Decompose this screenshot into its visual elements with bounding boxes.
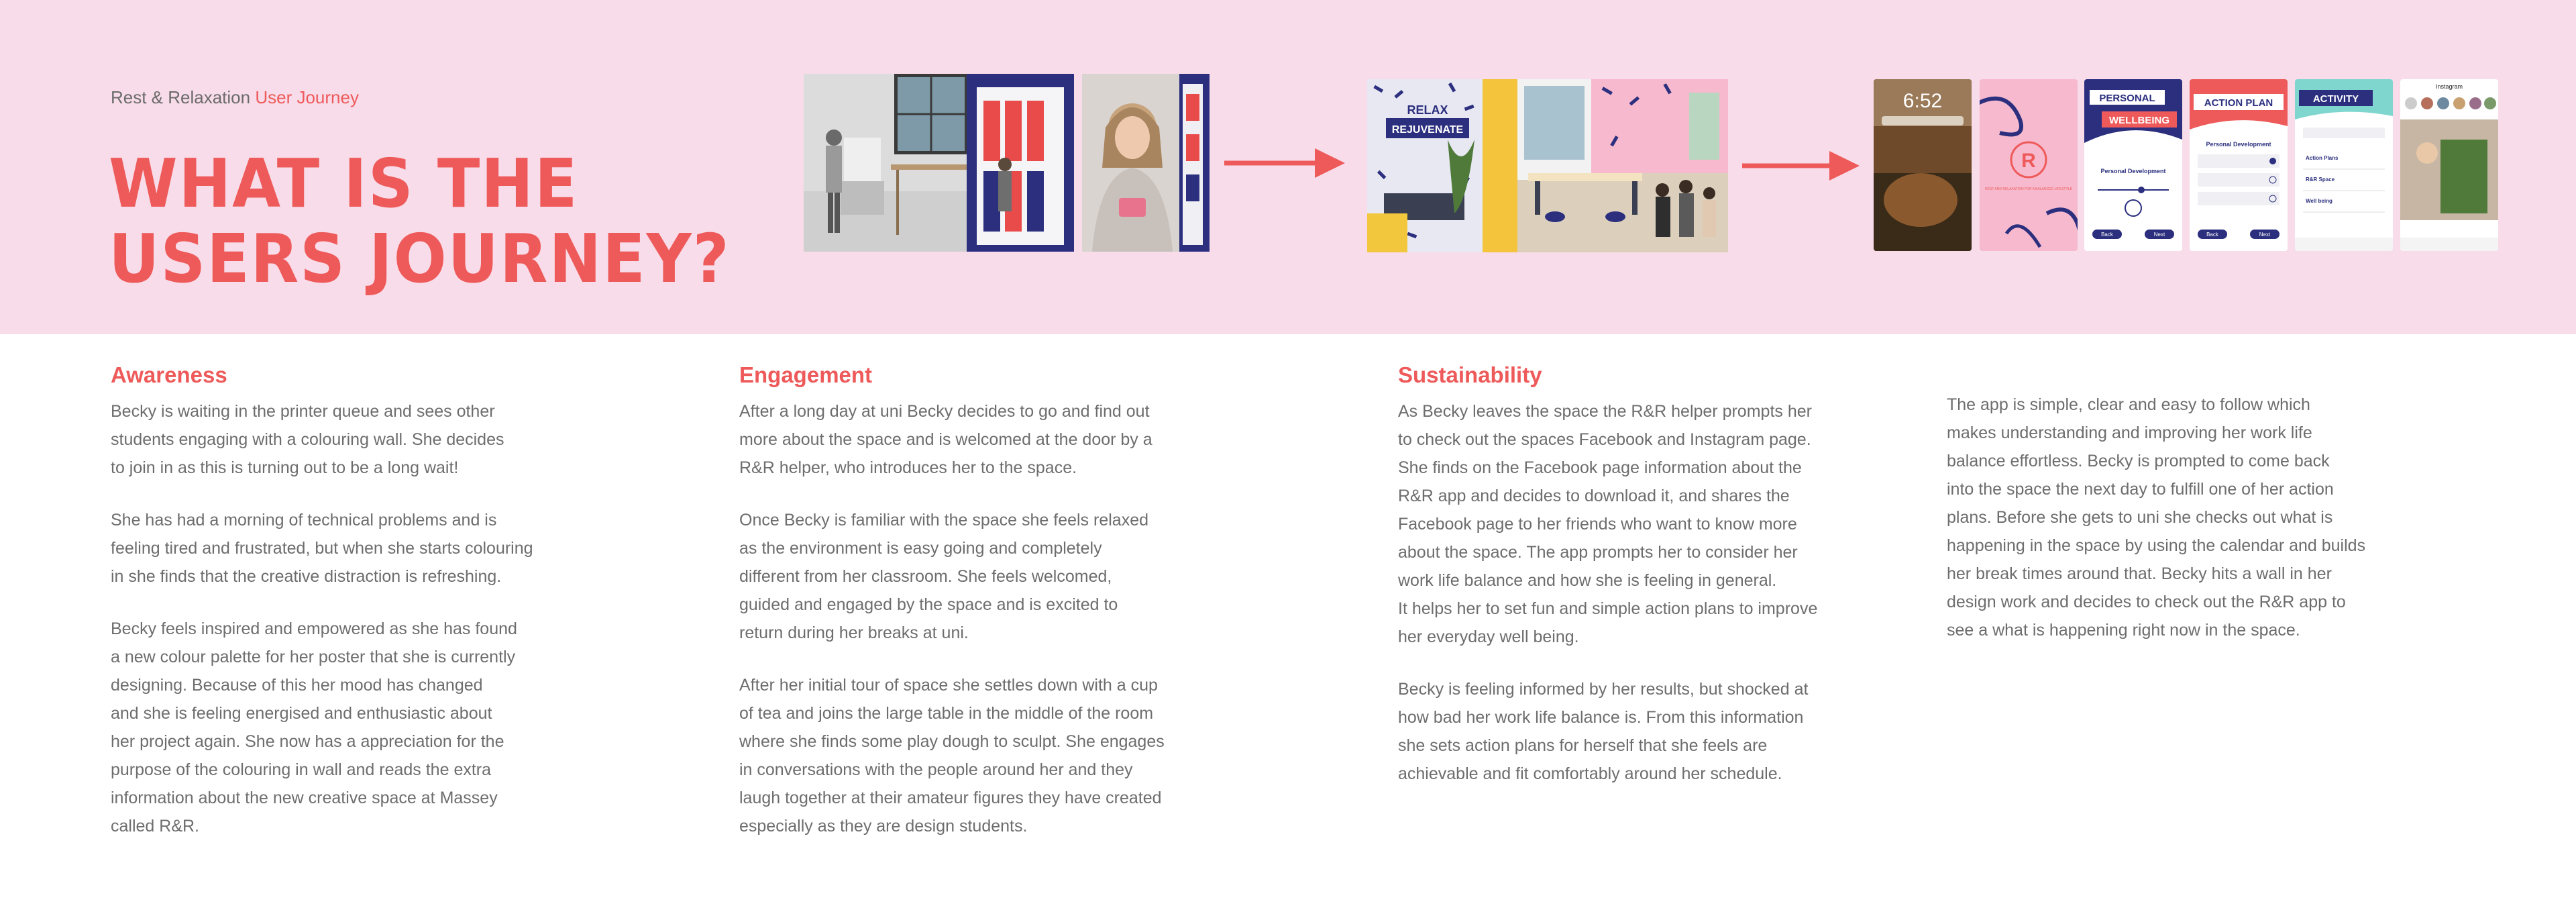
arrow-right-icon — [1742, 149, 1860, 183]
app-splash-screen — [1980, 79, 2078, 251]
action-plan-header: ACTION PLAN — [2204, 97, 2273, 109]
engagement-paragraph: After a long day at uni Becky decides to go and find out more about the space and is welcomed at the door by a R&R helper, who introduces her to the space. — [739, 402, 1152, 477]
action-plan-back: Back — [2206, 232, 2218, 238]
column-sustainability — [1398, 362, 1854, 812]
continuation-paragraph: The app is simple, clear and easy to follow which makes understanding and improving her work life balance effortless. Becky is prompted to come back into the space the next day to fulfill one of her action plans. Before she gets to uni she checks out what is happening in the space by using the calendar and builds her break times around that. Becky hits a wall in her design work and decides to check out the R&R app to see a what is happening right now in the space. — [1947, 395, 2366, 640]
column-continuation — [1947, 391, 2403, 668]
splash-tagline: REST AND RELAXATION FOR A BALANCED LIFESTYLE — [1985, 187, 2072, 191]
awareness-paragraph: Becky is waiting in the printer queue and sees other students engaging with a colouring wall. She decides to join in as this is turning out to be a long wait! — [111, 402, 504, 477]
sustainability-paragraph: Becky is feeling informed by her results, but shocked at how bad her work life balance is. From this information she sets action plans for herself that she feels are achievable and fit comfortably around her schedule. — [1398, 680, 1809, 783]
app-action-plan-screen — [2190, 79, 2288, 251]
app-instagram-screen — [2400, 79, 2498, 251]
eyebrow-accent: User Journey — [255, 87, 359, 107]
wellbeing-next: Next — [2153, 232, 2165, 238]
column-awareness — [111, 362, 567, 864]
eyebrow — [111, 87, 359, 108]
app-wellbeing-screen — [2084, 79, 2182, 251]
wellbeing-header-1: PERSONAL — [2099, 93, 2155, 104]
activity-row-2: R&R Space — [2306, 176, 2335, 183]
wellbeing-back: Back — [2101, 232, 2113, 238]
awareness-heading: Awareness — [111, 362, 227, 387]
action-plan-section: Personal Development — [2206, 141, 2271, 148]
activity-row-1: Action Plans — [2306, 155, 2339, 161]
engagement-photo-space — [1367, 79, 1728, 252]
awareness-photo-printer — [804, 74, 1210, 252]
engagement-paragraph: Once Becky is familiar with the space she feels relaxed as the environment is easy going and completely different from her classroom. She feels welcomed, guided and engaged by the space and is excited to return during her breaks at uni. — [739, 511, 1148, 642]
awareness-paragraph: Becky feels inspired and empowered as she has found a new colour palette for her poster that she is currently designing. Because of this her mood has changed and she is feeling energised and enthusiastic about her project again. She now has a appreciation for the purpose of the colouring in wall and reads the extra information about the new creative space at Massey called R&R. — [111, 619, 517, 836]
sustainability-heading: Sustainability — [1398, 362, 1542, 387]
engagement-heading: Engagement — [739, 362, 873, 387]
awareness-paragraph: She has had a morning of technical problems and is feeling tired and frustrated, but when she starts colouring in she finds that the creative distraction is refreshing. — [111, 511, 533, 586]
action-plan-next: Next — [2259, 232, 2271, 238]
splash-logo: R — [2021, 150, 2036, 172]
eyebrow-prefix: Rest & Relaxation — [111, 87, 251, 107]
activity-header: ACTIVITY — [2312, 93, 2359, 105]
poster-rejuvenate-text: REJUVENATE — [1391, 124, 1464, 136]
arrow-right-icon — [1224, 146, 1345, 180]
activity-row-3: Well being — [2306, 198, 2332, 204]
lock-time: 6:52 — [1902, 90, 1943, 112]
page-title — [109, 146, 730, 297]
app-activity-screen — [2295, 79, 2393, 251]
wellbeing-header-2: WELLBEING — [2109, 115, 2169, 126]
instagram-header: Instagram — [2435, 83, 2463, 90]
sustainability-paragraph: As Becky leaves the space the R&R helper prompts her to check out the spaces Facebook and Instagram page. She finds on the Facebook page information about the R&R app and decides to download it, and shares the Facebook page to her friends who want to know more about the space. The app prompts her to consider her work life balance and how she is feeling in general. It helps her to set fun and simple action plans to improve her everyday well being. — [1398, 402, 1818, 646]
title-line-1: WHAT IS THE — [109, 144, 579, 223]
wellbeing-section: Personal Development — [2100, 168, 2166, 174]
engagement-paragraph: After her initial tour of space she settles down with a cup of tea and joins the large table in the middle of the room where she finds some play dough to sculpt. She engages in conversations with the people around her and they laugh together at their amateur figures they have created especially as they are design students. — [739, 676, 1165, 836]
column-engagement — [739, 362, 1195, 864]
app-lock-screen — [1874, 79, 1972, 251]
title-line-2: USERS JOURNEY? — [109, 219, 731, 298]
poster-relax-text: RELAX — [1407, 103, 1448, 117]
